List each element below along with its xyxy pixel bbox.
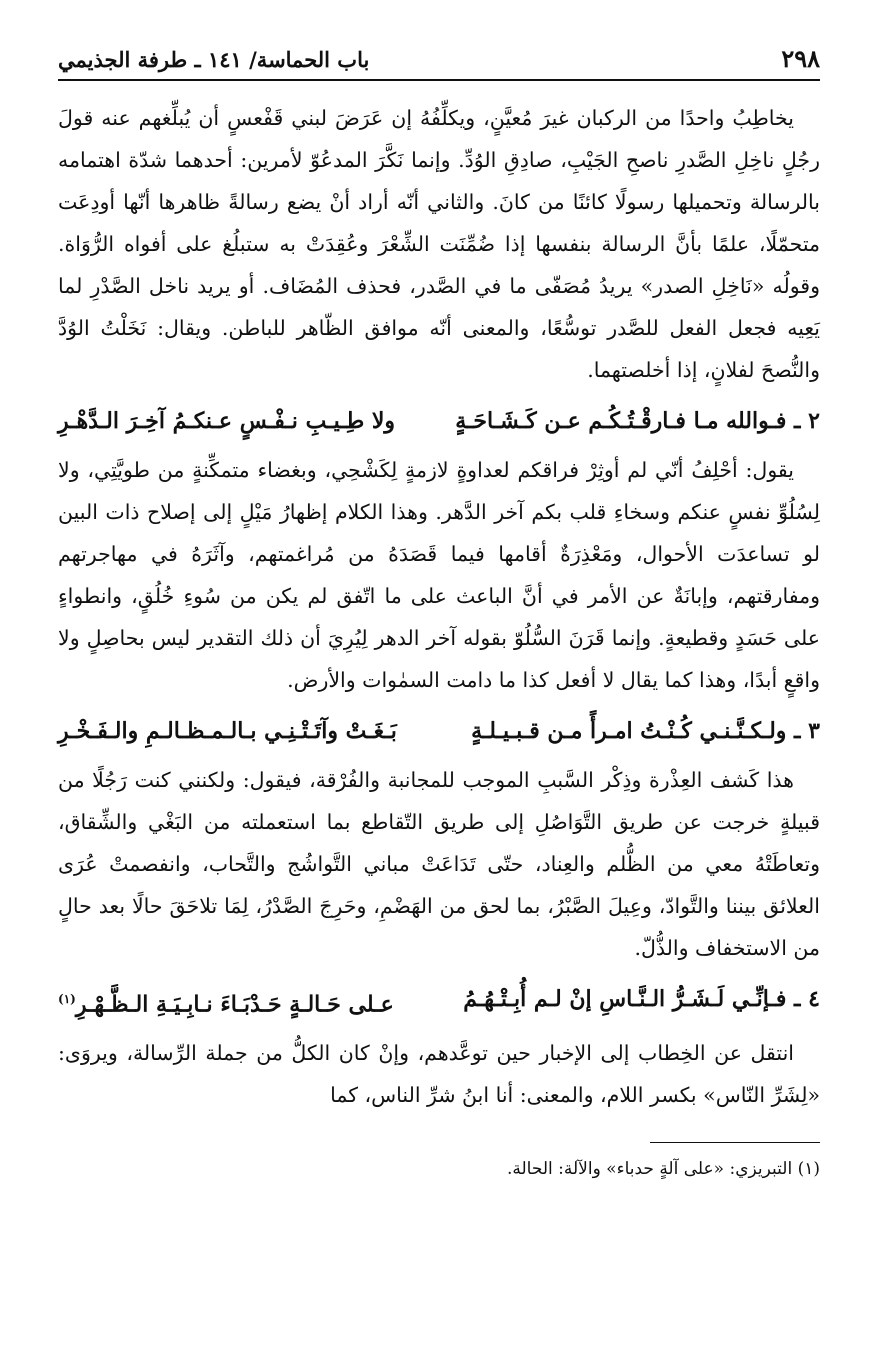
page [58,44,820,1187]
verse-3-second-hemistich: بَـغَـتْ وآتَـتْـنِـي بـالـمـظـالـمِ والـفَـخْـرِ [58,718,397,744]
commentary-paragraph-4: انتقل عن الخِطاب إلى الإخبار حين توعَّدهم، وإنْ كان الكلُّ من جملة الرِّسالة، ويروَى: «لِشَرِّ النّاس» بكسر اللام، والمعنى: أنا ابنُ شرِّ الناس، كما [58,1041,820,1108]
verse-2-second-hemistich: ولا طِـيـبِ نـفْـسٍ عـنكـمُ آخِـرَ الـدَّهْـرِ [58,408,396,434]
verse-4 [58,977,820,1026]
verse-2 [58,399,820,443]
footnote: (١) التبريزي: «على آلةٍ حدباء» والآلة: الحالة. [506,1159,820,1180]
verse-3 [58,709,820,753]
footnote-marker: (١) [58,992,76,1006]
verse-2-first-hemistich: ٢ ـ فـوالله مـا فـارقْـتُـكُـم عـن كَـشَـاحَـةٍ [455,408,820,434]
page-number: ٢٩٨ [781,44,820,73]
verse-4-second-hemistich [58,977,394,1026]
commentary-paragraph-2: يقول: أحْلِفُ أنّي لم أوثِرْ فراقكم لعداوةٍ لازمةٍ لِكَشْحِي، وبغضاء متمكِّنةٍ من طويَّتِي، ولا لِسُلُوِّ نفسٍ عنكم وسخاءِ قلب بكم آخر الدَّهر. وهذا الكلام إظهارُ مَيْلٍ إلى إصلاح ذات البين لو تساعدَت الأحوال، ومَعْذِرَةٌ أقامها فيما قَصَدَهُ من مُراغمتهم، وآثَرَهُ في مهاجرتهم ومفارقتهم، وإبانَةٌ عن الأمر في أنَّ الباعث على ما اتّفق لم يكن من سُوءِ خُلُقٍ، وانطواءٍ على حَسَدٍ وقطيعةٍ. وإنما قَرَنَ السُّلُوّ بقوله آخر الدهر لِيُرِيَ أن ذلك التقدير ليس بحاصِلٍ ولا واقعٍ أبدًا، وهذا كما يقال لا أفعل كذا ما دامت السمٰوات والأرض. [58,458,820,692]
verse-4-second-text: عـلى حَـالـةٍ حَـدْبَـاءَ نـابِـيَـةِ الـظَّـهْـرِ [75,991,394,1018]
footnote-divider [650,1142,820,1143]
verse-4-first-hemistich: ٤ ـ فـإنِّـي لَـشَـرُّ الـنَّـاسِ إنْ لـم أُبِـتْـهُـمُ [463,986,820,1012]
page-header [58,44,820,81]
verse-3-first-hemistich: ٣ ـ ولـكـنَّـنـي كُـنْـتُ امـرأً مـن قـبـيـلـةٍ [471,718,820,744]
commentary-paragraph-3: هذا كَشف العِذْرة وذِكْر السَّببِ الموجب للمجانبة والفُرْقة، فيقول: ولكنني كنت رَجُلًا من قبيلةٍ خرجت عن طريق التَّوَاصُلِ إلى طريق التّقاطع بما استعملته من البَغْي والشِّقاق، وتعاطَتْهُ معي من الظُّلم والعِناد، حتّى تَدَاعَتْ مباني التَّواشُج والتَّحاب، وانفصمتْ عُرَى العلائق بيننا والتَّوادّ، وعِيلَ الصَّبْرُ، بما لحق من الهَضْمِ، وحَرِجَ الصَّدْرُ، لِمَا تلاحَقَ حالًا بعد حالٍ من الاستخفاف والذُّلّ. [58,768,820,960]
running-title: باب الحماسة/ ١٤١ ـ طرفة الجذيمي [58,47,370,72]
commentary-paragraph-intro: يخاطِبُ واحدًا من الركبان غيرَ مُعيَّنٍ، ويكلِّفُهُ إن عَرَضَ لبني قَفْعسٍ أن يُبلِّغهم عنه قولَ رجُلٍ ناخِلِ الصَّدرِ ناصحِ الجَيْبِ، صادِقِ الوُدِّ. وإنما نَكَّرَ المدعُوّ لأمرين: أحدهما شدّة اهتمامه بالرسالة وتحميلها رسولًا كائنًا من كانَ. والثاني أنّه أراد أنْ يضع رسالةً ظاهرها أنّها أودِعَت متحمّلًا، علمًا بأنَّ الرسالة بنفسها إذا ضُمِّنَت الشِّعْرَ وعُقِدَتْ به ستبلُغ على أفواه الرُّوَاة. وقولُه «نَاخِلِ الصدر» يريدُ مُصَفّى ما في الصَّدر، فحذف المُضَاف. أو يريد ناخل الصَّدْرِ لما يَعِيه فجعل الفعل للصَّدر توسُّعًا، والمعنى أنّه موافق الظّاهر للباطن. ويقال: نَخَلْتُ الوُدَّ والنُّصحَ لفلانٍ، إذا أخلصتهما. [58,106,820,382]
